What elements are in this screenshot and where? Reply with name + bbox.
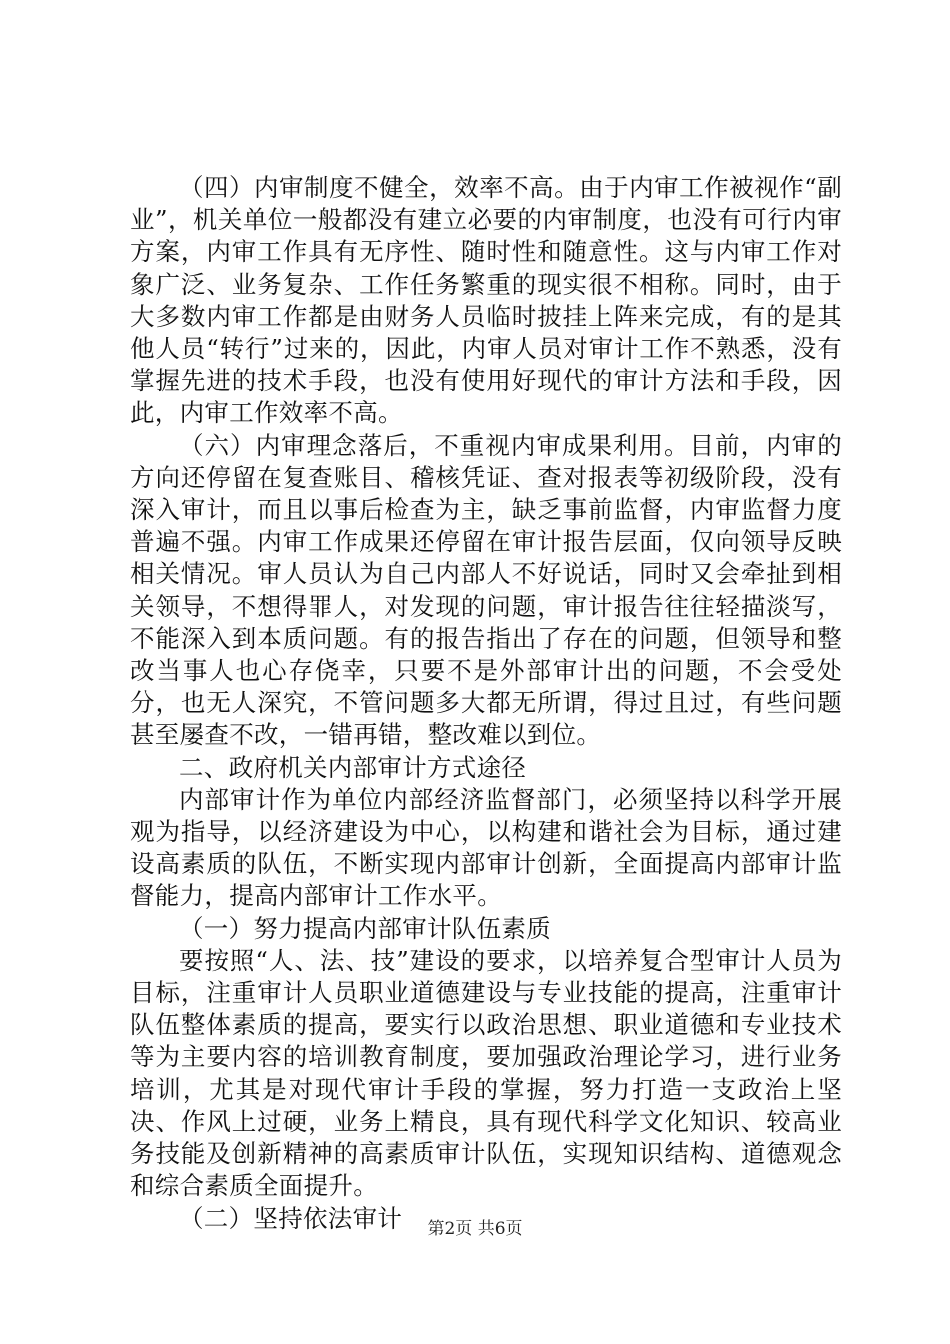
paragraph-team-quality: 要按照“人、法、技”建设的要求，以培养复合型审计人员为目标，注重审计人员职业道德建设与专业技能的提高，注重审计队伍整体素质的提高，要实行以政治思想、职业道德和专业技术等为主要内容的培训教育制度，要加强政治理论学习，进行业务培训，尤其是对现代审计手段的掌握，努力打造一支政治上坚决、作风上过硬，业务上精良，具有现代科学文化知识、较高业务技能及创新精神的高素质审计队伍，实现知识结构、道德观念和综合素质全面提升。: [130, 945, 842, 1201]
paragraph-audit-methods-intro: 内部审计作为单位内部经济监督部门，必须坚持以科学开展观为指导，以经济建设为中心，以构建和谐社会为目标，通过建设高素质的队伍，不断实现内部审计创新，全面提高内部审计监督能力，提高内部审计工作水平。: [130, 784, 842, 911]
subheading-team-quality: （一）努力提高内部审计队伍素质: [179, 913, 551, 943]
page-footer: 第2页 共6页: [427, 1219, 523, 1239]
paragraph-internal-audit-system: （四）内审制度不健全，效率不高。由于内审工作被视作“副业”，机关单位一般都没有建立必要的内审制度，也没有可行内审方案，内审工作具有无序性、随时性和随意性。这与内审工作对象广泛、业务复杂、工作任务繁重的现实很不相称。同时，由于大多数内审工作都是由财务人员临时披挂上阵来完成，有的是其他人员“转行”过来的，因此，内审人员对审计工作不熟悉，没有掌握先进的技术手段，也没有使用好现代的审计方法和手段，因此，内审工作效率不高。: [130, 173, 842, 428]
subheading-lawful-audit: （二）坚持依法审计: [179, 1203, 403, 1233]
document-body: [130, 172, 842, 1235]
paragraph-audit-concept: （六）内审理念落后，不重视内审成果利用。目前，内审的方向还停留在复查账目、稽核凭证、查对报表等初级阶段，没有深入审计，而且以事后检查为主，缺乏事前监督，内审监督力度普遍不强。内审工作成果还停留在审计报告层面，仅向领导反映相关情况。审人员认为自己内部人不好说话，同时又会牵扯到相关领导，不想得罪人，对发现的问题，审计报告往往轻描淡写，不能深入到本质问题。有的报告指出了存在的问题，但领导和整改当事人也心存侥幸，只要不是外部审计出的问题，不会受处分，也无人深究，不管问题多大都无所谓，得过且过，有些问题甚至屡查不改，一错再错，整改难以到位。: [130, 430, 842, 750]
section-heading-audit-methods: 二、政府机关内部审计方式途径: [179, 752, 527, 782]
